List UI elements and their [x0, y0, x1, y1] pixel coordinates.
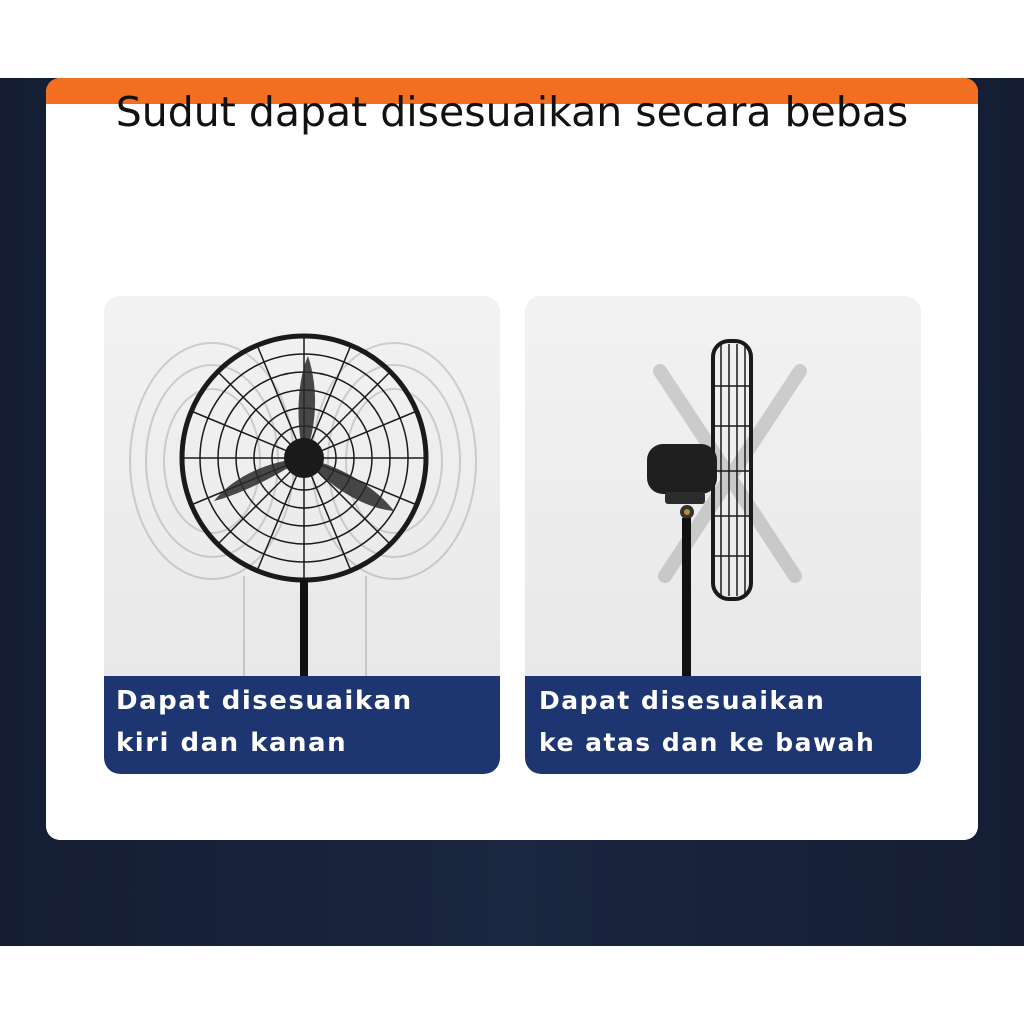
caption-tilt	[525, 676, 921, 774]
caption-line-1: Dapat disesuaikan	[539, 686, 826, 715]
caption-line-2: ke atas dan ke bawah	[539, 728, 876, 757]
panel-tilt	[525, 296, 921, 774]
panel-swivel	[104, 296, 500, 774]
caption-swivel	[104, 676, 500, 774]
caption-line-2: kiri dan kanan	[116, 728, 348, 758]
headline: Sudut dapat disesuaikan secara bebas	[115, 88, 909, 136]
caption-line-1: Dapat disesuaikan	[116, 686, 413, 716]
